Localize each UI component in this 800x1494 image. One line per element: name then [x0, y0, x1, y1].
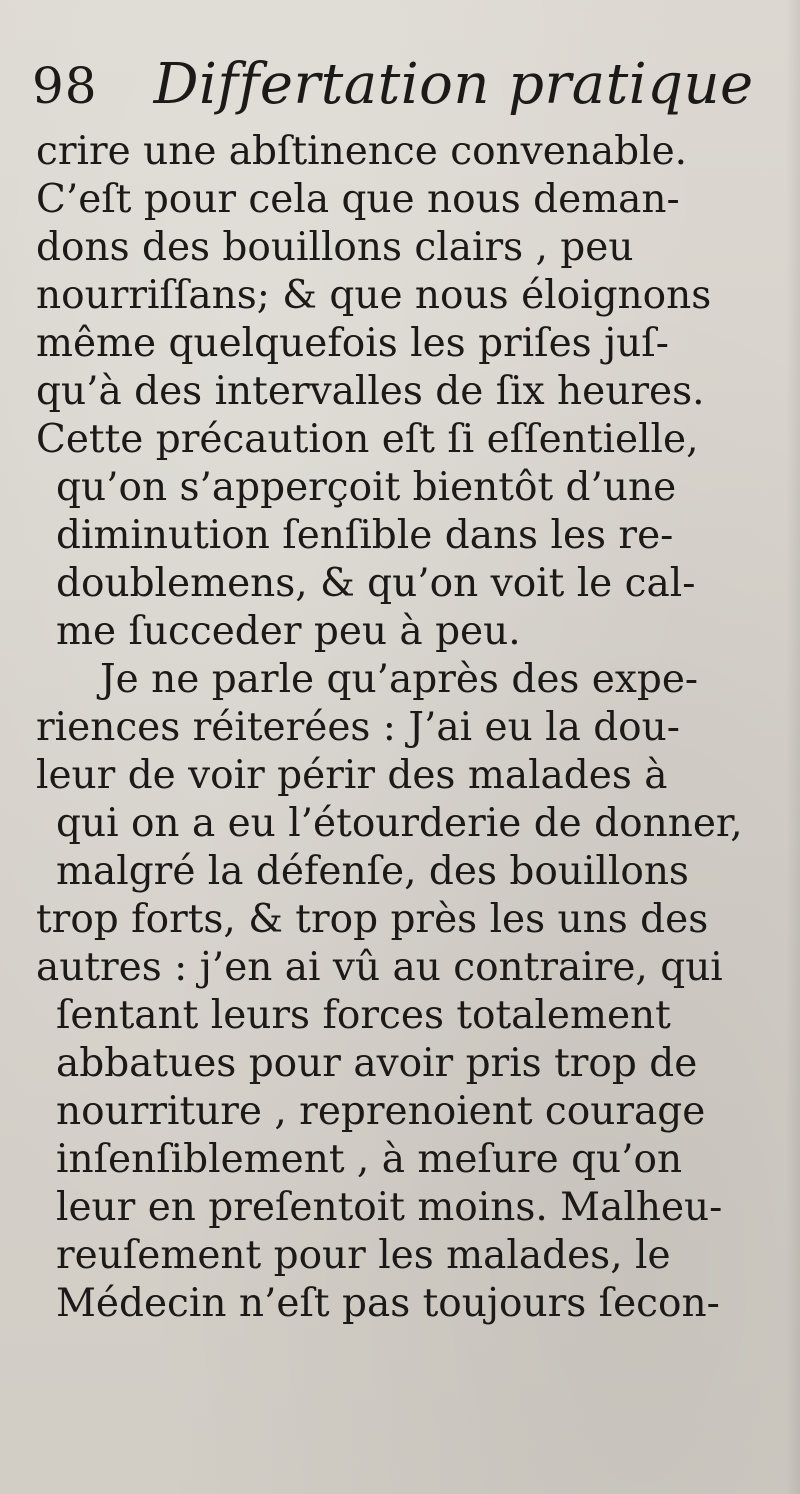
page-header [32, 52, 754, 122]
text-line: leur en preſentoit moins. Malheu- [56, 1185, 723, 1230]
text-line: malgré la défenſe, des bouillons [56, 849, 689, 894]
text-line: autres : j’en ai vû au contraire, qui [36, 945, 723, 990]
body-text [36, 128, 776, 1328]
text-line: reuſement pour les malades, le [56, 1233, 671, 1278]
text-line: C’eſt pour cela que nous deman- [36, 177, 680, 222]
text-line: inſenſiblement , à meſure qu’on [56, 1137, 683, 1182]
text-line: riences réiterées : J’ai eu la dou- [36, 705, 680, 750]
page-edge-shadow [786, 0, 800, 1494]
text-line: Je ne parle qu’après des expe- [100, 657, 699, 702]
text-line: crire une abſtinence convenable. [36, 129, 688, 174]
text-line: Médecin n’eſt pas toujours ſecon- [56, 1281, 720, 1326]
text-line: nourriture , reprenoient courage [56, 1089, 706, 1134]
text-line: abbatues pour avoir pris trop de [56, 1041, 698, 1086]
text-line: qu’on s’apperçoit bientôt d’une [56, 465, 677, 510]
text-line: qu’à des intervalles de ſix heures. [36, 369, 705, 414]
text-line: doublemens, & qu’on voit le cal- [56, 561, 696, 606]
text-line: dons des bouillons clairs , peu [36, 225, 634, 270]
text-line: même quelquefois les priſes juſ- [36, 321, 669, 366]
page-number: 98 [32, 57, 98, 115]
text-line: trop forts, & trop près les uns des [36, 897, 709, 942]
text-line: Cette précaution eſt ſi eſſentielle, [36, 417, 699, 462]
text-line: ſentant leurs forces totalement [56, 993, 671, 1038]
running-title: Differtation pratique [153, 52, 754, 117]
text-line: nourriſſans; & que nous éloignons [36, 273, 712, 318]
text-line: diminution ſenſible dans les re- [56, 513, 674, 558]
text-line: qui on a eu l’étourderie de donner, [56, 801, 743, 846]
text-line: leur de voir périr des malades à [36, 753, 668, 798]
text-line: me ſucceder peu à peu. [56, 609, 521, 654]
